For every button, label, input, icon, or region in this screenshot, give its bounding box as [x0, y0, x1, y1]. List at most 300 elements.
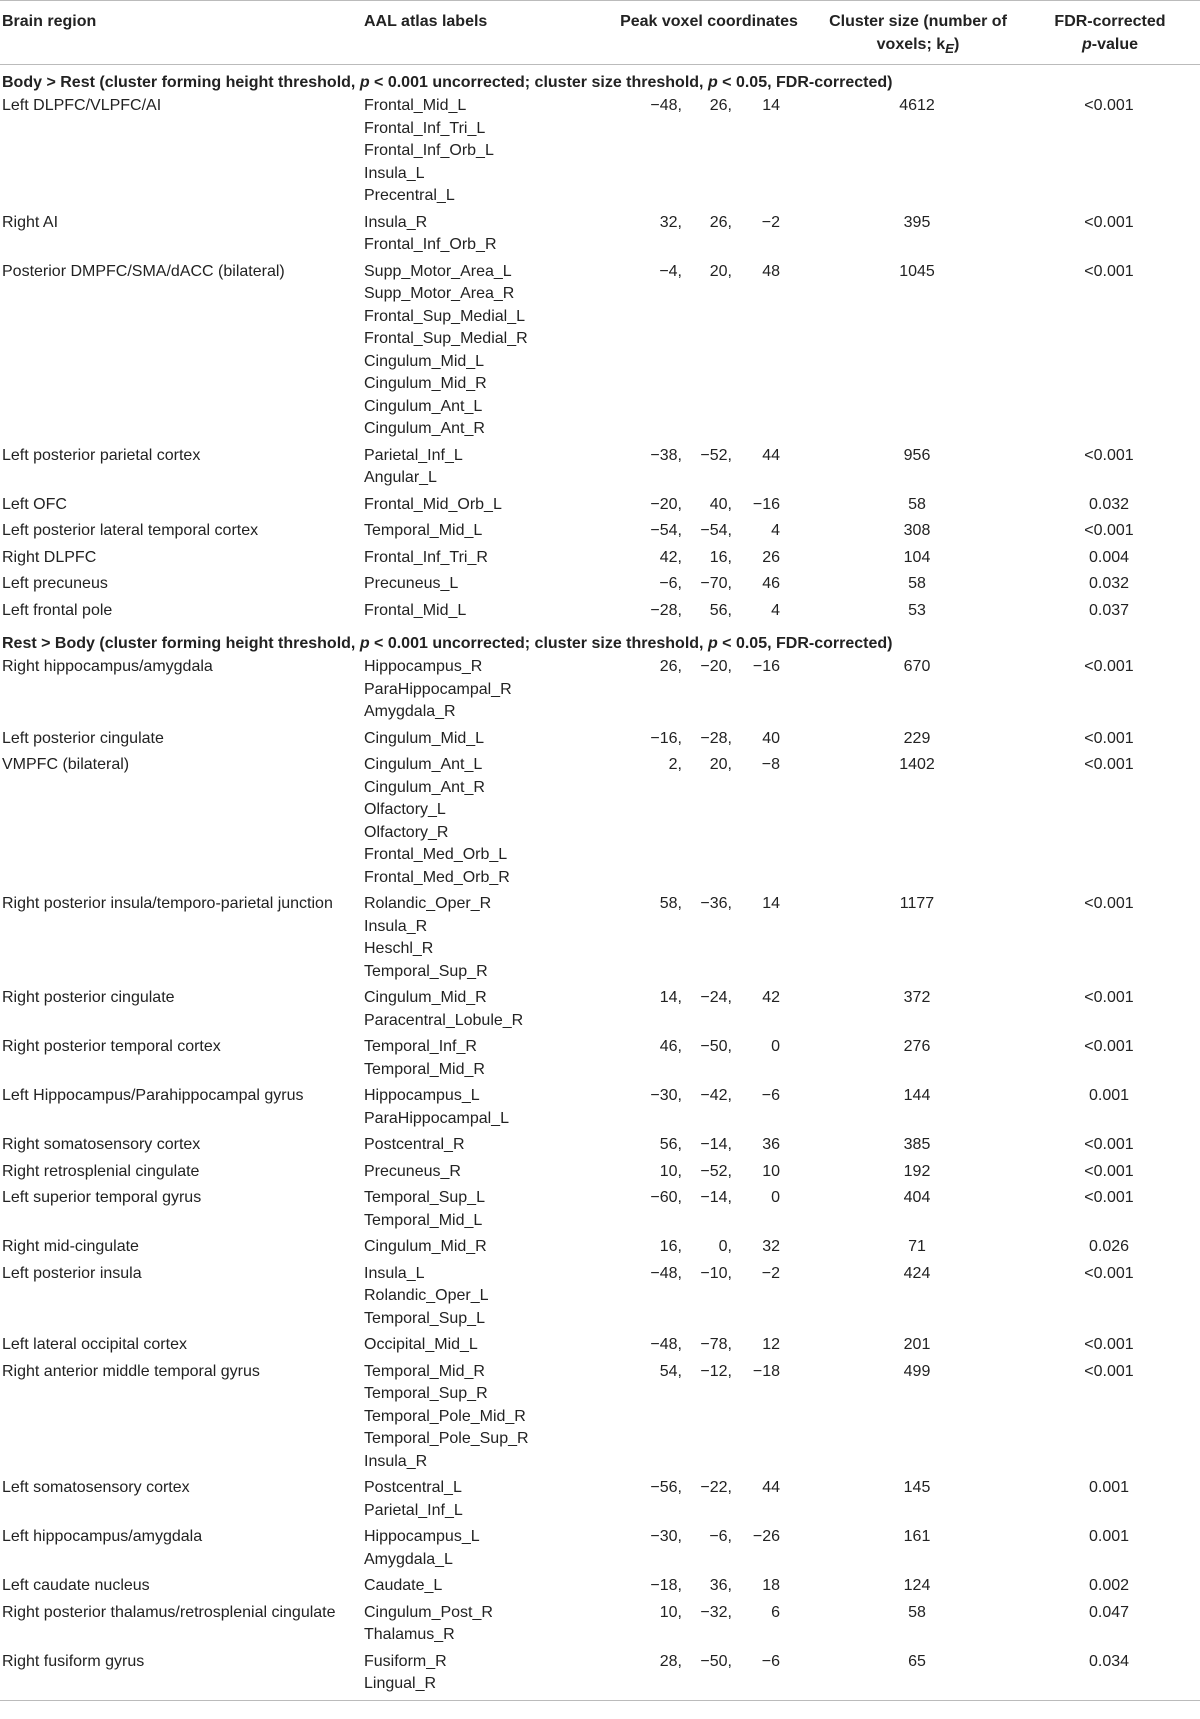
fdr-pvalue-cell: <0.001 — [1084, 262, 1134, 280]
coord-z: −26 — [752, 1528, 780, 1546]
aal-label: Cingulum_Ant_R — [364, 778, 485, 796]
coord-x: 10, — [659, 1162, 682, 1180]
cluster-size-cell: 956 — [903, 446, 931, 464]
section-title: Rest > Body (cluster forming height threshold, p < 0.001 uncorrected; cluster size threshold, p < 0.05, FDR-corrected) — [2, 635, 893, 653]
aal-label: Temporal_Pole_Mid_R — [364, 1407, 526, 1425]
brain-region-cell: Left somatosensory cortex — [2, 1479, 190, 1497]
cluster-size-cell: 192 — [903, 1162, 931, 1180]
fdr-pvalue-cell: <0.001 — [1084, 895, 1134, 913]
cluster-size-cell: 308 — [903, 522, 931, 540]
table-row — [0, 1036, 1200, 1085]
peak-coordinates-cell — [600, 1334, 816, 1361]
aal-label: Temporal_Mid_L — [364, 1211, 483, 1229]
coord-x: 32, — [659, 213, 682, 231]
coord-z: 10 — [762, 1162, 780, 1180]
table-row — [0, 893, 1200, 987]
cluster-size-cell: 144 — [903, 1087, 931, 1105]
table-row — [0, 656, 1200, 728]
coordinates — [602, 1085, 816, 1108]
coord-z: 36 — [762, 1136, 780, 1154]
table-bottom-rule — [0, 1700, 1200, 1701]
coord-y: −78, — [700, 1336, 732, 1354]
coord-z: 6 — [771, 1603, 780, 1621]
section-header-row — [0, 626, 1200, 656]
coord-y: −14, — [700, 1189, 732, 1207]
cluster-size-cell: 670 — [903, 658, 931, 676]
table-row — [0, 1236, 1200, 1263]
aal-label: Occipital_Mid_L — [364, 1336, 478, 1354]
aal-labels-cell — [362, 573, 600, 600]
aal-label: Amygdala_L — [364, 1550, 453, 1568]
coord-z: −16 — [752, 495, 780, 513]
peak-coordinates-cell — [600, 1263, 816, 1335]
coord-x: −56, — [650, 1479, 682, 1497]
aal-label: Precuneus_R — [364, 1162, 461, 1180]
header-fdr-pvalue — [1018, 1, 1200, 65]
coord-z: 48 — [762, 262, 780, 280]
fdr-pvalue-cell: 0.032 — [1088, 575, 1130, 593]
coordinates — [602, 1334, 816, 1357]
aal-label: Cingulum_Mid_L — [364, 729, 485, 747]
aal-labels-cell — [362, 1575, 600, 1602]
coord-y: 0, — [718, 1238, 732, 1256]
cluster-size-cell: 58 — [908, 495, 926, 513]
coord-z: 0 — [771, 1189, 780, 1207]
coord-z: −2 — [761, 1264, 780, 1282]
fdr-pvalue-cell: 0.001 — [1088, 1479, 1130, 1497]
peak-coordinates-cell — [600, 1236, 816, 1263]
coord-x: −60, — [650, 1189, 682, 1207]
brain-region-cell: Left posterior insula — [2, 1264, 142, 1282]
brain-region-cell: Left superior temporal gyrus — [2, 1189, 202, 1207]
table-row — [0, 1334, 1200, 1361]
peak-coordinates-cell — [600, 987, 816, 1036]
brain-region-cell: Left posterior cingulate — [2, 729, 164, 747]
coord-z: 46 — [762, 575, 780, 593]
aal-label: Insula_L — [364, 164, 425, 182]
coord-x: −38, — [650, 446, 682, 464]
brain-region-cell: Right fusiform gyrus — [2, 1652, 145, 1670]
fdr-pvalue-cell: 0.004 — [1088, 548, 1130, 566]
aal-label: Postcentral_L — [364, 1479, 462, 1497]
coord-z: 32 — [762, 1238, 780, 1256]
fdr-pvalue-cell: <0.001 — [1084, 729, 1134, 747]
peak-coordinates-cell — [600, 520, 816, 547]
coord-x: −18, — [650, 1577, 682, 1595]
coord-y: 20, — [709, 262, 732, 280]
coord-y: −50, — [700, 1038, 732, 1056]
cluster-size-subscript: E — [945, 40, 955, 56]
header-peak-coordinates: Peak voxel coordinates — [600, 1, 816, 65]
aal-label: Supp_Motor_Area_R — [364, 285, 515, 303]
aal-label: Heschl_R — [364, 940, 434, 958]
peak-coordinates-cell — [600, 1187, 816, 1236]
coord-x: 56, — [659, 1136, 682, 1154]
coord-y: −50, — [700, 1652, 732, 1670]
fdr-pvalue-cell: <0.001 — [1084, 1189, 1134, 1207]
aal-label: Insula_R — [364, 1452, 428, 1470]
aal-labels-cell — [362, 656, 600, 728]
cluster-size-cell: 395 — [903, 213, 931, 231]
cluster-size-cell: 499 — [903, 1362, 931, 1380]
aal-label: Lingual_R — [364, 1675, 437, 1693]
aal-labels-cell — [362, 1526, 600, 1575]
aal-labels-cell — [362, 1085, 600, 1134]
aal-labels-cell — [362, 1651, 600, 1700]
peak-coordinates-cell — [600, 1085, 816, 1134]
cluster-size-cell: 424 — [903, 1264, 931, 1282]
coord-z: 0 — [771, 1038, 780, 1056]
brain-region-cell: VMPFC (bilateral) — [2, 756, 130, 774]
table-row — [0, 1187, 1200, 1236]
coord-z: 44 — [762, 446, 780, 464]
peak-coordinates-cell — [600, 1134, 816, 1161]
coordinates — [602, 547, 816, 570]
peak-coordinates-cell — [600, 1477, 816, 1526]
cluster-size-cell: 1045 — [899, 262, 935, 280]
coordinates — [602, 728, 816, 751]
aal-label: Frontal_Mid_L — [364, 601, 467, 619]
aal-label: Precentral_L — [364, 187, 455, 205]
brain-region-cell: Left hippocampus/amygdala — [2, 1528, 203, 1546]
table-row — [0, 573, 1200, 600]
peak-coordinates-cell — [600, 728, 816, 755]
aal-labels-cell — [362, 1263, 600, 1335]
coord-x: 58, — [659, 895, 682, 913]
table-row — [0, 445, 1200, 494]
aal-label: Temporal_Mid_R — [364, 1060, 485, 1078]
coord-y: −52, — [700, 446, 732, 464]
fdr-pvalue-cell: <0.001 — [1084, 1162, 1134, 1180]
coord-y: −36, — [700, 895, 732, 913]
aal-label: Temporal_Sup_R — [364, 1385, 488, 1403]
coord-x: −28, — [650, 601, 682, 619]
coordinates — [602, 1602, 816, 1625]
aal-label: Frontal_Med_Orb_R — [364, 868, 510, 886]
aal-label: Olfactory_L — [364, 801, 446, 819]
coord-y: 26, — [709, 213, 732, 231]
coord-x: 10, — [659, 1603, 682, 1621]
coordinates — [602, 573, 816, 596]
table-row — [0, 728, 1200, 755]
table-row — [0, 1477, 1200, 1526]
peak-coordinates-cell — [600, 1361, 816, 1478]
coord-z: 18 — [762, 1577, 780, 1595]
coord-y: −20, — [700, 658, 732, 676]
cluster-size-cell: 229 — [903, 729, 931, 747]
fdr-pvalue-cell: <0.001 — [1084, 989, 1134, 1007]
aal-label: Insula_R — [364, 213, 428, 231]
coord-z: −6 — [761, 1087, 780, 1105]
coordinates — [602, 893, 816, 916]
table-row — [0, 494, 1200, 521]
coord-x: −48, — [650, 1336, 682, 1354]
brain-region-cell: Left lateral occipital cortex — [2, 1336, 187, 1354]
peak-coordinates-cell — [600, 1526, 816, 1575]
coordinates — [602, 987, 816, 1010]
coord-z: −2 — [761, 213, 780, 231]
aal-label: Supp_Motor_Area_L — [364, 262, 512, 280]
brain-region-cell: Left DLPFC/VLPFC/AI — [2, 97, 162, 115]
coordinates — [602, 754, 816, 777]
header-cluster-size — [816, 1, 1018, 65]
coord-y: −54, — [700, 522, 732, 540]
aal-labels-cell — [362, 95, 600, 212]
table-row — [0, 600, 1200, 627]
coord-x: −20, — [650, 495, 682, 513]
peak-coordinates-cell — [600, 1575, 816, 1602]
fdr-pvalue-cell: 0.002 — [1088, 1577, 1130, 1595]
cluster-size-cell: 124 — [903, 1577, 931, 1595]
coord-z: −6 — [761, 1652, 780, 1670]
cluster-size-cell: 404 — [903, 1189, 931, 1207]
aal-labels-cell — [362, 1187, 600, 1236]
section-title: Body > Rest (cluster forming height threshold, p < 0.001 uncorrected; cluster size threshold, p < 0.05, FDR-corrected) — [2, 74, 893, 92]
aal-labels-cell — [362, 987, 600, 1036]
fdr-pvalue-cell: 0.037 — [1088, 601, 1130, 619]
cluster-size-cell: 58 — [908, 1603, 926, 1621]
cluster-size-cell: 1177 — [899, 895, 935, 913]
aal-labels-cell — [362, 445, 600, 494]
aal-label: Temporal_Sup_L — [364, 1189, 485, 1207]
coord-y: −70, — [700, 575, 732, 593]
fdr-pvalue-cell: 0.032 — [1088, 495, 1130, 513]
aal-label: ParaHippocampal_R — [364, 680, 512, 698]
coord-x: 16, — [659, 1238, 682, 1256]
brain-region-cell: Left caudate nucleus — [2, 1577, 150, 1595]
aal-label: Rolandic_Oper_L — [364, 1287, 489, 1305]
coord-z: −16 — [752, 658, 780, 676]
aal-label: Temporal_Sup_R — [364, 962, 488, 980]
coordinates — [602, 1651, 816, 1674]
coord-x: 2, — [668, 756, 682, 774]
fdr-pvalue-cell: 0.034 — [1088, 1652, 1130, 1670]
aal-label: Frontal_Sup_Medial_L — [364, 307, 525, 325]
cluster-size-cell: 201 — [903, 1336, 931, 1354]
table-body — [0, 65, 1200, 1701]
peak-coordinates-cell — [600, 1602, 816, 1651]
aal-label: Cingulum_Mid_R — [364, 989, 487, 1007]
coord-y: 36, — [709, 1577, 732, 1595]
fdr-pvalue-cell: 0.026 — [1088, 1238, 1130, 1256]
coordinates — [602, 445, 816, 468]
fdr-pvalue-cell: <0.001 — [1084, 1362, 1134, 1380]
coord-z: 44 — [762, 1479, 780, 1497]
cluster-size-cell: 1402 — [899, 756, 935, 774]
aal-label: Fusiform_R — [364, 1652, 447, 1670]
brain-region-cell: Right anterior middle temporal gyrus — [2, 1362, 260, 1380]
aal-labels-cell — [362, 1477, 600, 1526]
coord-x: 28, — [659, 1652, 682, 1670]
coord-z: 4 — [771, 522, 780, 540]
brain-region-cell: Left precuneus — [2, 575, 108, 593]
fdr-pvalue-cell: <0.001 — [1084, 658, 1134, 676]
coordinates — [602, 1575, 816, 1598]
table-row — [0, 987, 1200, 1036]
coord-x: −48, — [650, 97, 682, 115]
peak-coordinates-cell — [600, 893, 816, 987]
table-row — [0, 1161, 1200, 1188]
fdr-line1: FDR-corrected — [1054, 13, 1166, 30]
fdr-line2: -value — [1091, 35, 1139, 53]
aal-label: Cingulum_Mid_L — [364, 352, 485, 370]
coordinates — [602, 1036, 816, 1059]
coord-y: −6, — [709, 1528, 732, 1546]
coord-z: −18 — [752, 1362, 780, 1380]
aal-label: Temporal_Inf_R — [364, 1038, 477, 1056]
coord-z: 42 — [762, 989, 780, 1007]
cluster-size-cell: 53 — [908, 601, 926, 619]
cluster-size-cell: 385 — [903, 1136, 931, 1154]
aal-label: Cingulum_Mid_R — [364, 375, 487, 393]
fdr-pvalue-cell: <0.001 — [1084, 522, 1134, 540]
peak-coordinates-cell — [600, 1651, 816, 1700]
peak-coordinates-cell — [600, 261, 816, 445]
peak-coordinates-cell — [600, 494, 816, 521]
brain-region-cell: Posterior DMPFC/SMA/dACC (bilateral) — [2, 262, 285, 280]
coord-y: −10, — [700, 1264, 732, 1282]
peak-coordinates-cell — [600, 573, 816, 600]
fdr-pvalue-cell: <0.001 — [1084, 1136, 1134, 1154]
coord-z: 12 — [762, 1336, 780, 1354]
aal-labels-cell — [362, 520, 600, 547]
coord-z: −8 — [761, 756, 780, 774]
aal-label: Hippocampus_R — [364, 658, 483, 676]
peak-coordinates-cell — [600, 445, 816, 494]
aal-labels-cell — [362, 1036, 600, 1085]
fdr-pvalue-cell: <0.001 — [1084, 756, 1134, 774]
table-row — [0, 1085, 1200, 1134]
coordinates — [602, 656, 816, 679]
coord-y: 56, — [709, 601, 732, 619]
table-row — [0, 547, 1200, 574]
coord-y: −22, — [700, 1479, 732, 1497]
cluster-size-cell: 58 — [908, 575, 926, 593]
aal-labels-cell — [362, 1602, 600, 1651]
table-row — [0, 1134, 1200, 1161]
aal-label: Rolandic_Oper_R — [364, 895, 492, 913]
coordinates — [602, 1187, 816, 1210]
brain-region-cell: Right retrosplenial cingulate — [2, 1162, 200, 1180]
fdr-pvalue-cell: <0.001 — [1084, 97, 1134, 115]
cluster-size-cell: 71 — [908, 1238, 926, 1256]
coord-z: 26 — [762, 548, 780, 566]
aal-label: Insula_L — [364, 1264, 425, 1282]
fdr-pvalue-cell: 0.047 — [1088, 1603, 1130, 1621]
coord-y: −52, — [700, 1162, 732, 1180]
coord-x: 14, — [659, 989, 682, 1007]
fdr-p-italic: p — [1081, 35, 1092, 53]
brain-region-cell: Right hippocampus/amygdala — [2, 658, 213, 676]
aal-label: Temporal_Sup_L — [364, 1309, 485, 1327]
table-row — [0, 212, 1200, 261]
cluster-size-cell: 4612 — [899, 97, 935, 115]
aal-label: Frontal_Sup_Medial_R — [364, 330, 528, 348]
aal-label: Temporal_Pole_Sup_R — [364, 1430, 529, 1448]
aal-label: Amygdala_R — [364, 703, 456, 721]
coord-y: 40, — [709, 495, 732, 513]
section-header-row — [0, 65, 1200, 96]
cluster-size-cell: 104 — [903, 548, 931, 566]
coordinates — [602, 261, 816, 284]
aal-label: Frontal_Mid_L — [364, 97, 467, 115]
fdr-pvalue-cell: <0.001 — [1084, 446, 1134, 464]
coord-z: 14 — [762, 895, 780, 913]
aal-labels-cell — [362, 1236, 600, 1263]
coord-x: −48, — [650, 1264, 682, 1282]
coord-x: −16, — [650, 729, 682, 747]
aal-label: Frontal_Inf_Orb_R — [364, 236, 497, 254]
aal-label: Cingulum_Ant_R — [364, 420, 485, 438]
aal-label: Frontal_Inf_Orb_L — [364, 142, 494, 160]
aal-label: Cingulum_Ant_L — [364, 397, 483, 415]
fdr-pvalue-cell: 0.001 — [1088, 1087, 1130, 1105]
peak-coordinates-cell — [600, 656, 816, 728]
aal-label: Frontal_Inf_Tri_L — [364, 119, 486, 137]
coord-z: 4 — [771, 601, 780, 619]
cluster-size-cell: 145 — [903, 1479, 931, 1497]
aal-labels-cell — [362, 1334, 600, 1361]
fdr-pvalue-cell: <0.001 — [1084, 1336, 1134, 1354]
aal-labels-cell — [362, 1161, 600, 1188]
coord-x: 46, — [659, 1038, 682, 1056]
brain-region-cell: Left posterior parietal cortex — [2, 446, 201, 464]
peak-coordinates-cell — [600, 1161, 816, 1188]
aal-label: Parietal_Inf_L — [364, 446, 463, 464]
aal-label: Postcentral_R — [364, 1136, 465, 1154]
brain-region-cell: Right posterior thalamus/retrosplenial cingulate — [2, 1603, 336, 1621]
aal-label: Hippocampus_L — [364, 1087, 480, 1105]
fdr-pvalue-cell: <0.001 — [1084, 213, 1134, 231]
cluster-size-close: ) — [954, 35, 960, 53]
coordinates — [602, 1236, 816, 1259]
aal-labels-cell — [362, 494, 600, 521]
table-row — [0, 1361, 1200, 1478]
aal-label: Olfactory_R — [364, 823, 449, 841]
aal-label: Temporal_Mid_L — [364, 522, 483, 540]
coordinates — [602, 1477, 816, 1500]
coordinates — [602, 1263, 816, 1286]
peak-coordinates-cell — [600, 1036, 816, 1085]
table-row — [0, 261, 1200, 445]
bottom-rule-cell — [0, 1700, 1200, 1701]
coord-y: −24, — [700, 989, 732, 1007]
aal-labels-cell — [362, 1134, 600, 1161]
cluster-size-cell: 372 — [903, 989, 931, 1007]
coordinates — [602, 212, 816, 235]
coord-x: 42, — [659, 548, 682, 566]
coordinates — [602, 1526, 816, 1549]
aal-label: Caudate_L — [364, 1577, 443, 1595]
fdr-pvalue-cell: <0.001 — [1084, 1038, 1134, 1056]
aal-labels-cell — [362, 261, 600, 445]
brain-region-cell: Left frontal pole — [2, 601, 113, 619]
coordinates — [602, 95, 816, 118]
cluster-size-cell: 161 — [903, 1528, 931, 1546]
aal-label: Thalamus_R — [364, 1626, 455, 1644]
coordinates — [602, 1134, 816, 1157]
brain-region-cell: Right DLPFC — [2, 548, 97, 566]
brain-region-cell: Right posterior insula/temporo-parietal junction — [2, 895, 333, 913]
peak-coordinates-cell — [600, 95, 816, 212]
fdr-pvalue-cell: <0.001 — [1084, 1264, 1134, 1282]
coordinates — [602, 600, 816, 623]
cluster-size-cell: 276 — [903, 1038, 931, 1056]
table-row — [0, 520, 1200, 547]
coordinates — [602, 520, 816, 543]
coord-y: 20, — [709, 756, 732, 774]
aal-label: Cingulum_Post_R — [364, 1603, 493, 1621]
